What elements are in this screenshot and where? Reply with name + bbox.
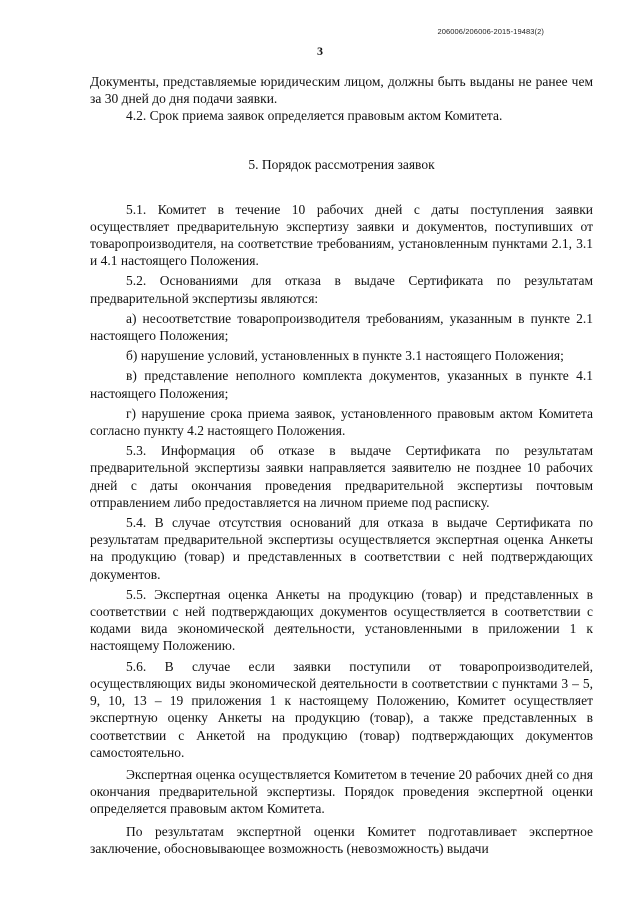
paragraph-expert-result: По результатам экспертной оценки Комитет подготавливает экспертное заключение, обосновывающее возможность (невозможность) выдачи	[90, 823, 593, 856]
paragraph-5-1: 5.1. Комитет в течение 10 рабочих дней с даты поступления заявки осуществляет предварительную экспертизу заявки и документов, поступивших от товаропроизводителя, на соответствие требованиям, установленным пунктами 2.1, 3.1 и 4.1 настоящего Положения.	[90, 201, 593, 269]
list-item-a: а) несоответствие товаропроизводителя требованиям, указанным в пункте 2.1 настоящего Положения;	[90, 310, 593, 344]
paragraph-5-3: 5.3. Информация об отказе в выдаче Сертификата по результатам предварительной экспертизы заявки направляется заявителю не позднее 10 рабочих дней с даты окончания проведения предварительной экспертизы почтовым отправлением либо предоставляется на личном приеме под расписку.	[90, 443, 593, 510]
list-item-v: в) представление неполного комплекта документов, указанных в пункте 4.1 настоящего Положения;	[90, 368, 593, 401]
page-number: 3	[317, 44, 323, 58]
section-title: 5. Порядок рассмотрения заявок	[248, 156, 435, 172]
paragraph-5-4: 5.4. В случае отсутствия оснований для отказа в выдаче Сертификата по результатам предварительной экспертизы осуществляется экспертная оценка Анкеты на продукцию (товар) и представленных в соответствии с ней подтверждающих документов.	[90, 515, 593, 582]
paragraph-expert-evaluation: Экспертная оценка осуществляется Комитетом в течение 20 рабочих дней со дня окончания предварительной экспертизы. Порядок проведения экспертной оценки определяется правовым актом Комитета.	[90, 766, 593, 817]
paragraph-intro: Документы, представляемые юридическим лицом, должны быть выданы не ранее чем за 30 дней до дня подачи заявки.	[90, 74, 593, 107]
paragraph-5-2: 5.2. Основаниями для отказа в выдаче Сертификата по результатам предварительной экспертизы являются:	[90, 273, 593, 306]
paragraph-5-5: 5.5. Экспертная оценка Анкеты на продукцию (товар) и представленных в соответствии с ней подтверждающих документов осуществляется в соответствии с кодами вида экономической деятельности, установленными в приложении 1 к настоящему Положению.	[90, 586, 593, 654]
list-item-b: б) нарушение условий, установленных в пункте 3.1 настоящего Положения;	[126, 348, 564, 364]
list-item-g: г) нарушение срока приема заявок, установленного правовым актом Комитета согласно пункту 4.2 настоящего Положения.	[90, 405, 593, 439]
paragraph-4-2: 4.2. Срок приема заявок определяется правовым актом Комитета.	[126, 108, 503, 124]
document-id: 206006/206006-2015-19483(2)	[437, 27, 544, 36]
document-body	[90, 73, 593, 857]
paragraph-5-6: 5.6. В случае если заявки поступили от товаропроизводителей, осуществляющих виды экономической деятельности в соответствии с пунктами 3 – 5, 9, 10, 13 – 19 приложения 1 к настоящему Положению, Комитет осуществляет экспертную оценку Анкеты на продукцию (товар), а также представленных в соответствии с Анкетой на продукцию (товар) подтверждающих документов самостоятельно.	[90, 658, 593, 760]
